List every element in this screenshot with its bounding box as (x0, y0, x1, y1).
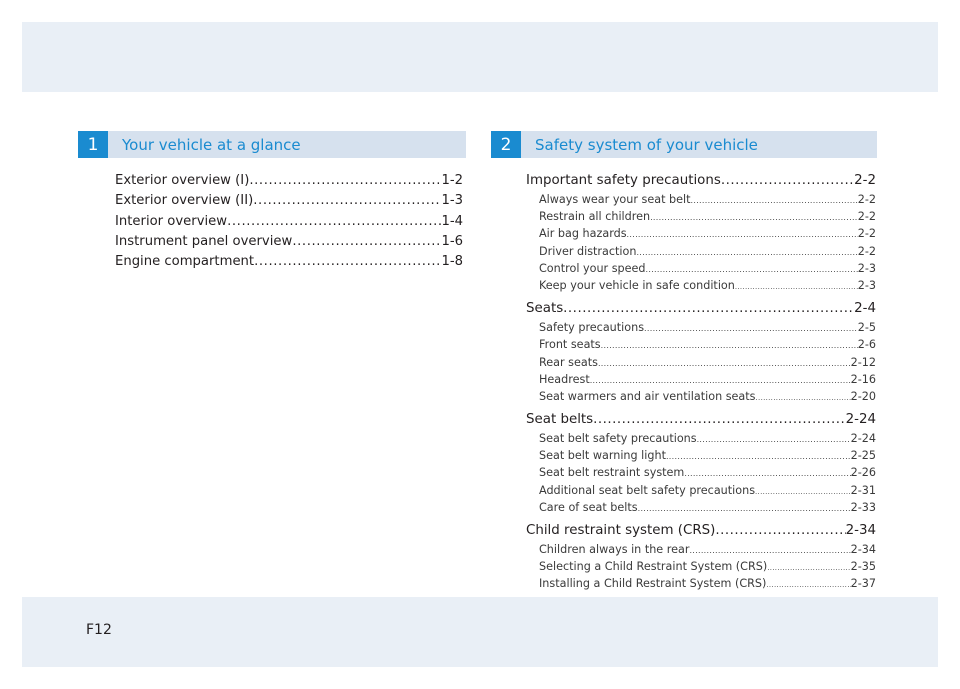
toc-section-label: Seat belts (526, 412, 594, 428)
toc-subentry[interactable] (526, 191, 876, 208)
toc-subentry[interactable] (526, 558, 876, 575)
toc-subentry-label: Always wear your seat belt (539, 193, 691, 206)
header-band (22, 22, 938, 92)
toc-subentry-label: Restrain all children (539, 210, 651, 224)
toc-entry[interactable] (115, 232, 463, 252)
toc-entry[interactable] (115, 191, 463, 211)
toc-entry[interactable] (115, 252, 463, 272)
toc-entry-page: 1-4 (441, 213, 463, 229)
toc-entry-label: Instrument panel overview (115, 233, 293, 249)
toc-subentry-page: 2-24 (850, 432, 876, 446)
toc-subentry-page: 2-3 (857, 278, 876, 292)
toc-subentry[interactable] (526, 319, 876, 336)
toc-subentry-label: Additional seat belt safety precautions (539, 483, 756, 497)
toc-entry-page: 1-3 (441, 193, 463, 209)
toc-subentry-page: 2-33 (850, 500, 876, 514)
toc-section[interactable] (526, 170, 876, 191)
toc-subentry[interactable] (526, 447, 876, 464)
toc-section-page: 2-4 (854, 301, 876, 317)
toc-entry-label: Engine compartment (115, 254, 255, 270)
toc-subentry-label: Rear seats (539, 355, 598, 369)
page-number: F12 (86, 622, 112, 638)
footer-band (22, 597, 938, 667)
toc-section-page: 2-2 (854, 173, 876, 188)
chapter-1-number: 1 (78, 131, 108, 158)
toc-subentry-label: Driver distraction (539, 244, 637, 258)
toc-subentry[interactable] (526, 208, 876, 225)
toc-subentry-label: Air bag hazards (539, 227, 627, 241)
toc-subentry-page: 2-2 (857, 193, 876, 206)
toc-section-page: 2-34 (845, 523, 876, 538)
chapter-2-toc (526, 170, 876, 593)
chapter-2-header (491, 131, 877, 158)
toc-subentry[interactable] (526, 575, 876, 592)
toc-subentry-page: 2-20 (850, 389, 876, 403)
toc-subentry-page: 2-31 (850, 483, 876, 497)
toc-subentry-label: Front seats (539, 338, 601, 352)
toc-entry[interactable] (115, 212, 463, 232)
toc-subentry-page: 2-6 (857, 338, 876, 352)
toc-subentry-label: Keep your vehicle in safe condition (539, 278, 735, 292)
toc-subentry[interactable] (526, 482, 876, 499)
toc-subentry-page: 2-3 (857, 261, 876, 275)
toc-subentry[interactable] (526, 225, 876, 242)
toc-section-label: Child restraint system (CRS) (526, 523, 716, 538)
toc-section[interactable] (526, 520, 876, 541)
toc-subentry-page: 2-26 (850, 466, 876, 480)
chapter-2-title[interactable]: Safety system of your vehicle (521, 131, 877, 158)
toc-subentry-page: 2-37 (850, 577, 876, 591)
toc-entry-page: 1-8 (441, 254, 463, 270)
toc-subentry-label: Seat belt warning light (539, 449, 666, 463)
toc-subentry-label: Headrest (539, 372, 590, 386)
toc-subentry-label: Seat warmers and air ventilation seats (539, 389, 756, 403)
toc-entry[interactable] (115, 171, 463, 191)
toc-subentry[interactable] (526, 541, 876, 558)
toc-subentry-label: Installing a Child Restraint System (CRS) (539, 577, 767, 591)
toc-subentry-page: 2-25 (850, 449, 876, 463)
chapter-2-number: 2 (491, 131, 521, 158)
toc-subentry-page: 2-34 (850, 543, 876, 556)
chapter-1-toc (115, 171, 463, 272)
toc-section[interactable] (526, 298, 876, 319)
toc-subentry-label: Selecting a Child Restraint System (CRS) (539, 560, 768, 574)
chapter-1-title[interactable]: Your vehicle at a glance (108, 131, 466, 158)
toc-entry-label: Interior overview (115, 213, 228, 229)
toc-section-label: Important safety precautions (526, 173, 721, 188)
toc-subentry-label: Seat belt restraint system (539, 466, 685, 480)
toc-subentry-page: 2-35 (850, 560, 876, 574)
toc-subentry-label: Control your speed (539, 261, 646, 275)
toc-subentry-page: 2-16 (850, 372, 876, 386)
toc-subentry[interactable] (526, 336, 876, 353)
toc-section-page: 2-24 (845, 412, 876, 428)
toc-subentry-page: 2-2 (857, 227, 876, 241)
toc-subentry[interactable] (526, 260, 876, 277)
toc-subentry-label: Seat belt safety precautions (539, 432, 697, 446)
toc-entry-label: Exterior overview (I) (115, 173, 250, 188)
toc-entry-page: 1-2 (441, 173, 463, 188)
toc-subentry[interactable] (526, 243, 876, 260)
toc-subentry-label: Care of seat belts (539, 500, 638, 514)
toc-subentry[interactable] (526, 430, 876, 447)
toc-subentry[interactable] (526, 354, 876, 371)
toc-subentry[interactable] (526, 464, 876, 481)
toc-subentry[interactable] (526, 499, 876, 516)
toc-entry-page: 1-6 (441, 233, 463, 249)
toc-section[interactable] (526, 409, 876, 430)
toc-subentry[interactable] (526, 388, 876, 405)
toc-subentry-page: 2-2 (857, 210, 876, 224)
toc-entry-label: Exterior overview (II) (115, 193, 254, 209)
toc-section-label: Seats (526, 301, 564, 317)
toc-subentry-page: 2-2 (857, 244, 876, 258)
toc-subentry-page: 2-12 (850, 355, 876, 369)
toc-subentry-page: 2-5 (857, 321, 876, 335)
toc-subentry-label: Children always in the rear (539, 543, 690, 556)
chapter-1-header (78, 131, 466, 158)
toc-subentry-label: Safety precautions (539, 321, 645, 335)
toc-subentry[interactable] (526, 371, 876, 388)
toc-subentry[interactable] (526, 277, 876, 294)
